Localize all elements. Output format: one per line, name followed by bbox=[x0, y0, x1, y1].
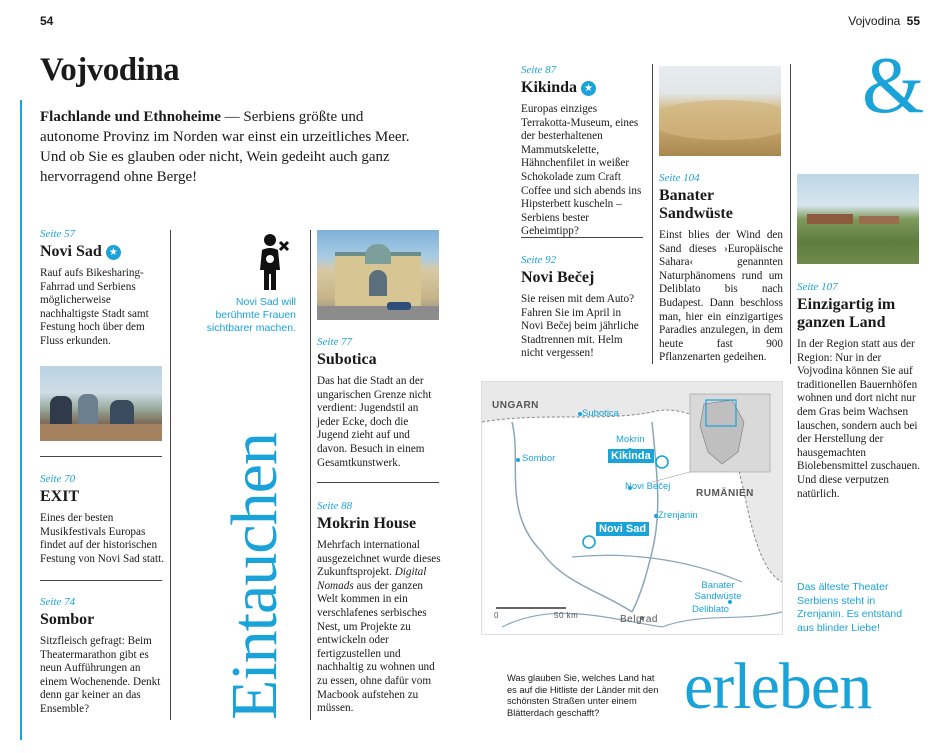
entry-text: Sitzfleisch gefragt: Beim Theatermarathon gibt es neun Aufführungen an einem Wochenende. Denkt denn gar keiner an das Ensemble? bbox=[40, 635, 161, 715]
intro-lead: Flachlande und Ethnoheime bbox=[40, 109, 221, 125]
entry-page-ref: Seite 107 bbox=[797, 281, 838, 293]
map-label-mokrin: Mokrin bbox=[616, 434, 645, 445]
entry-banater bbox=[659, 172, 783, 365]
entry-title: Kikinda ★ bbox=[521, 79, 645, 97]
entry-text: In der Region statt aus der Region: Nur in der Vojvodina können Sie auf traditionellen Bauernhöfen wohnen und dort nicht nur dem Gras beim Wachsen lauschen, sondern auch bei der Herstellung der hausgemachten Biolebensmittel zuschauen. Und diese verputzen natürlich. bbox=[797, 338, 921, 500]
map-label-ungarn: UNGARN bbox=[492, 400, 539, 411]
map-label-sombor: Sombor bbox=[522, 453, 556, 464]
entry-mokrin-house bbox=[317, 500, 442, 716]
entry-text: Rauf aufs Bikesharing-Fahrrad und Serbiens möglicherweise nachhaltigste Stadt samt Festung hoch über dem Fluss erkunden. bbox=[40, 267, 149, 347]
entry-text: Einst blies der Wind den Sand dieses ›Europäische Sahara‹ genannten Naturphänomens rund um Deliblato bis nach Budapest. Dann beschloss man, hier ein einzigartiges Paradies anzulegen, in dem heute fast 900 Pflanzenarten gedeihen. bbox=[659, 229, 783, 364]
entry-novi-becej bbox=[521, 254, 645, 361]
star-icon: ★ bbox=[581, 81, 596, 96]
map-label-banater: Banater Sandwüste bbox=[694, 580, 742, 602]
entry-subotica bbox=[317, 336, 442, 470]
entry-kikinda bbox=[521, 64, 645, 239]
entry-page-ref: Seite 104 bbox=[659, 172, 700, 184]
caption-theater: Das älteste Theater Serbiens steht in Zrenjanin. Es entstand aus blinder Liebe! bbox=[797, 581, 903, 634]
column-divider bbox=[652, 64, 653, 364]
intro-paragraph bbox=[40, 107, 420, 187]
entry-page-ref: Seite 70 bbox=[40, 473, 76, 485]
entry-text: Das hat die Stadt an der ungarischen Grenze nicht verdient: Jugendstil an jeder Ecke, doch die Jugend zieht auf und davon. Besuch in einem Gesamtkunstwerk. bbox=[317, 375, 432, 469]
map-label-zrenjanin: Zrenjanin bbox=[658, 510, 698, 521]
eintauchen-word: Eintauchen bbox=[218, 433, 291, 720]
map-label-deliblato: Deliblato bbox=[692, 604, 729, 615]
photo-sand-dunes bbox=[659, 66, 781, 156]
map-scale-50: 50 km bbox=[554, 611, 579, 620]
entry-title: Einzigartig im ganzen Land bbox=[797, 296, 896, 331]
caption-frauen: Novi Sad will berühmte Frauen sichtbarer machen. bbox=[206, 296, 296, 334]
entry-title: Banater Sandwüste bbox=[659, 187, 733, 222]
entry-text: Europas einziges Terrakotta-Museum, eines der besterhaltenen Mammutskelette, Hähnchenfilet in weißer Schokolade zum Craft Coffee und sich abends ins Hipsterbett kuscheln – Serbiens bester Geheimtipp? bbox=[521, 103, 642, 238]
column-divider bbox=[790, 64, 791, 364]
entry-text: Eines der besten Musikfestivals Europas findet auf der historischen Festung von Novi Sad statt. bbox=[40, 512, 164, 565]
entry-title: Novi Sad ★ bbox=[40, 243, 165, 261]
erleben-word: erleben bbox=[684, 650, 872, 723]
photo-subotica bbox=[317, 230, 439, 320]
entry-novi-sad bbox=[40, 228, 165, 349]
photo-novi-sad-cafe bbox=[40, 366, 162, 441]
entry-title: Mokrin House bbox=[317, 515, 417, 532]
entry-text: Sie reisen mit dem Auto? Fahren Sie im April in Novi Bečej beim jährliche Stadtrennen mit. Helm nicht vergessen! bbox=[521, 293, 639, 360]
entry-title: EXIT bbox=[40, 488, 80, 505]
page-title: Vojvodina bbox=[40, 52, 180, 88]
entry-page-ref: Seite 87 bbox=[521, 64, 557, 76]
column-divider bbox=[310, 230, 311, 720]
ampersand: & bbox=[862, 42, 925, 130]
caption-land: Was glauben Sie, welches Land hat es auf die Hitliste der Länder mit den schönsten Straßen unter einem Blätterdach geschafft? bbox=[507, 673, 659, 718]
map-label-novi-sad: Novi Sad bbox=[596, 522, 649, 536]
page-number-right: 55 bbox=[906, 14, 920, 28]
running-header bbox=[848, 14, 920, 28]
map-label-kikinda: Kikinda bbox=[608, 449, 654, 463]
entry-einzigartig bbox=[797, 281, 921, 501]
entry-page-ref: Seite 88 bbox=[317, 500, 353, 512]
divider bbox=[317, 482, 439, 483]
entry-title: Novi Bečej bbox=[521, 269, 595, 286]
map-label-subotica: Subotica bbox=[582, 408, 619, 419]
divider bbox=[521, 237, 643, 238]
column-divider bbox=[170, 230, 171, 720]
map-vojvodina bbox=[481, 381, 783, 635]
map-label-rumaenien: RUMÄNIEN bbox=[696, 488, 754, 499]
margin-line bbox=[20, 100, 22, 740]
photo-farm bbox=[797, 174, 919, 264]
entry-title: Subotica bbox=[317, 351, 377, 368]
map-scale-0: 0 bbox=[494, 611, 499, 620]
entry-page-ref: Seite 74 bbox=[40, 596, 76, 608]
entry-title: Sombor bbox=[40, 611, 95, 628]
entry-sombor bbox=[40, 596, 165, 717]
map-label-novi-becej: Novi Bečej bbox=[625, 481, 671, 492]
star-icon: ★ bbox=[106, 245, 121, 260]
map-label-belgrad: Belgrad bbox=[620, 614, 658, 625]
entry-page-ref: Seite 77 bbox=[317, 336, 353, 348]
woman-icon bbox=[252, 232, 292, 292]
running-header-label: Vojvodina bbox=[848, 14, 901, 28]
divider bbox=[40, 580, 162, 581]
entry-text: Mehrfach international ausgezeichnet wurde dieses Zukunftsprojekt. Digital Nomads aus der ganzen Welt kommen in ein verschlafenes serbisches Nest, um Projekte zu entwickeln oder fertigzustellen und nachhaltig zu wohnen und zu essen, ohne dafür vom Macbook aufstehen zu müssen. bbox=[317, 539, 441, 715]
intro-text: — Serbiens größte und autonome Provinz im Norden war einst ein urzeitliches Meer. Und ob Sie es glauben oder nicht, Wein gedeiht auch ganz hervorragend ohne Berge! bbox=[40, 109, 410, 185]
entry-exit bbox=[40, 473, 165, 566]
entry-page-ref: Seite 57 bbox=[40, 228, 76, 240]
page-number-left: 54 bbox=[40, 14, 54, 28]
entry-page-ref: Seite 92 bbox=[521, 254, 557, 266]
divider bbox=[40, 456, 162, 457]
